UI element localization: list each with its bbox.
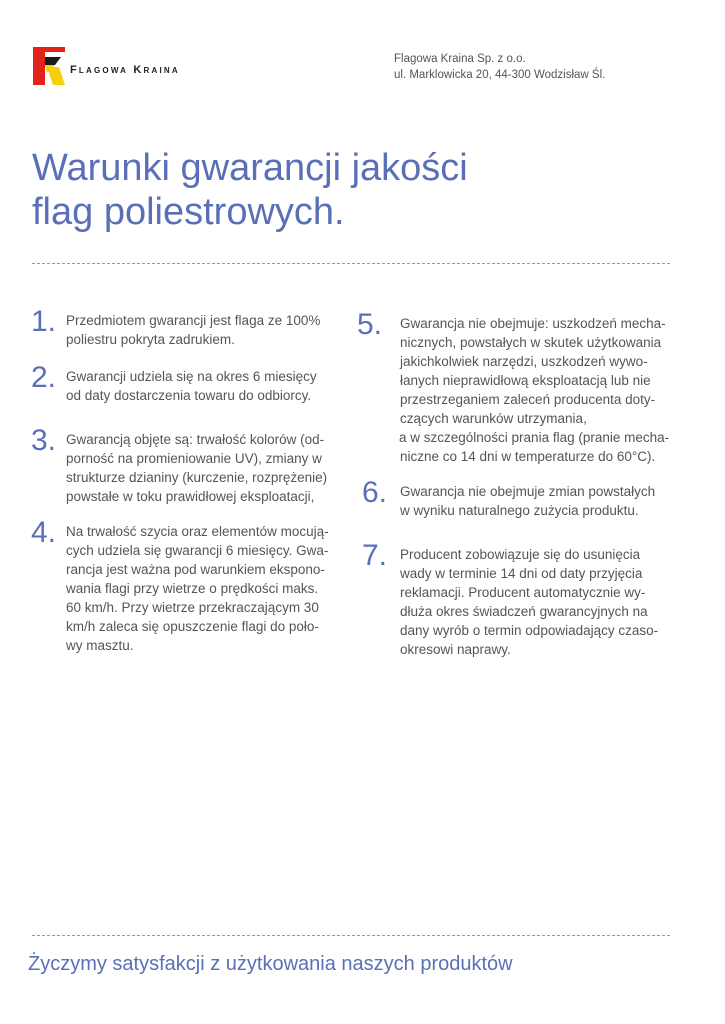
item-text bbox=[66, 522, 329, 655]
item-line: strukturze dzianiny (kurczenie, rozprężenie) bbox=[66, 470, 328, 485]
footer-message: Życzymy satysfakcji z użytkowania naszych produktów bbox=[28, 953, 513, 975]
item-line: wy masztu. bbox=[66, 638, 134, 653]
page-title bbox=[32, 146, 468, 234]
item-line: porność na promieniowanie UV), zmiany w bbox=[66, 451, 322, 466]
item-line: przestrzeganiem zaleceń producenta doty- bbox=[400, 392, 656, 407]
item-line: niczne co 14 dni w temperaturze do 60°C). bbox=[400, 449, 656, 464]
item-line: poliestru pokryta zadrukiem. bbox=[66, 332, 235, 347]
bottom-divider bbox=[32, 935, 670, 936]
item-line: 60 km/h. Przy wietrze przekraczającym 30 bbox=[66, 600, 319, 615]
title-line-1: Warunki gwarancji jakości bbox=[32, 147, 468, 189]
item-line: powstałe w toku prawidłowej eksploatacji, bbox=[66, 489, 315, 504]
item-line: wady w terminie 14 dni od daty przyjęcia bbox=[400, 566, 643, 581]
item-line: reklamacji. Producent automatycznie wy- bbox=[400, 585, 646, 600]
item-line: okresowi naprawy. bbox=[400, 642, 511, 657]
item-line: Gwarancją objęte są: trwałość kolorów (od- bbox=[66, 432, 325, 447]
item-line: Przedmiotem gwarancji jest flaga ze 100% bbox=[66, 313, 321, 328]
brand-name bbox=[70, 64, 180, 76]
item-text bbox=[66, 311, 320, 349]
brand-second: Kraina bbox=[133, 64, 180, 76]
item-line: od daty dostarczenia towaru do odbiorcy. bbox=[66, 388, 312, 403]
item-line: czących warunków utrzymania, bbox=[400, 411, 587, 426]
item-line: km/h zaleca się opuszczenie flagi do poło- bbox=[66, 619, 319, 634]
item-line: dłuża okres świadczeń gwarancyjnych na bbox=[400, 604, 648, 619]
item-line: Gwarancja nie obejmuje zmian powstałych bbox=[400, 484, 656, 499]
item-line: nicznych, powstałych w skutek użytkowania bbox=[400, 335, 662, 350]
title-line-2: flag poliestrowych. bbox=[32, 191, 345, 233]
item-number: 4. bbox=[31, 516, 57, 549]
item-line: Gwarancja nie obejmuje: uszkodzeń mecha- bbox=[400, 316, 666, 331]
item-line: Na trwałość szycia oraz elementów mocują- bbox=[66, 524, 329, 539]
item-text bbox=[66, 430, 327, 506]
item-line: a w szczególności prania flag (pranie mecha- bbox=[399, 430, 670, 445]
item-line: w wyniku naturalnego zużycia produktu. bbox=[400, 503, 639, 518]
item-text bbox=[66, 367, 317, 405]
item-line: Gwarancji udziela się na okres 6 miesięcy bbox=[66, 369, 317, 384]
item-text bbox=[400, 545, 658, 659]
item-line: łanych nieprawidłową eksploatacją lub nie bbox=[400, 373, 651, 388]
item-number: 1. bbox=[31, 305, 57, 338]
item-line: Producent zobowiązuje się do usunięcia bbox=[400, 547, 641, 562]
item-line: wania flagi przy wietrze o prędkości maks. bbox=[66, 581, 319, 596]
top-divider bbox=[32, 263, 670, 264]
item-line: dany wyrób o termin odpowiadający czaso- bbox=[400, 623, 659, 638]
item-text bbox=[400, 314, 669, 466]
company-info bbox=[394, 51, 605, 83]
item-number: 2. bbox=[31, 361, 57, 394]
company-name: Flagowa Kraina Sp. z o.o. bbox=[394, 53, 526, 65]
item-number: 5. bbox=[357, 308, 383, 341]
company-address: ul. Marklowicka 20, 44-300 Wodzisław Śl. bbox=[394, 69, 606, 81]
item-number: 3. bbox=[31, 424, 57, 457]
item-text bbox=[400, 482, 655, 520]
item-line: jakichkolwiek narzędzi, uszkodzeń wywo- bbox=[400, 354, 648, 369]
item-number: 6. bbox=[362, 476, 388, 509]
flagowa-kraina-logo bbox=[33, 47, 65, 85]
item-line: cych udziela się gwarancji 6 miesięcy. Gwa- bbox=[66, 543, 329, 558]
item-line: rancja jest ważna pod warunkiem ekspono- bbox=[66, 562, 325, 577]
item-number: 7. bbox=[362, 539, 388, 572]
brand-first: Flagowa bbox=[70, 64, 129, 76]
